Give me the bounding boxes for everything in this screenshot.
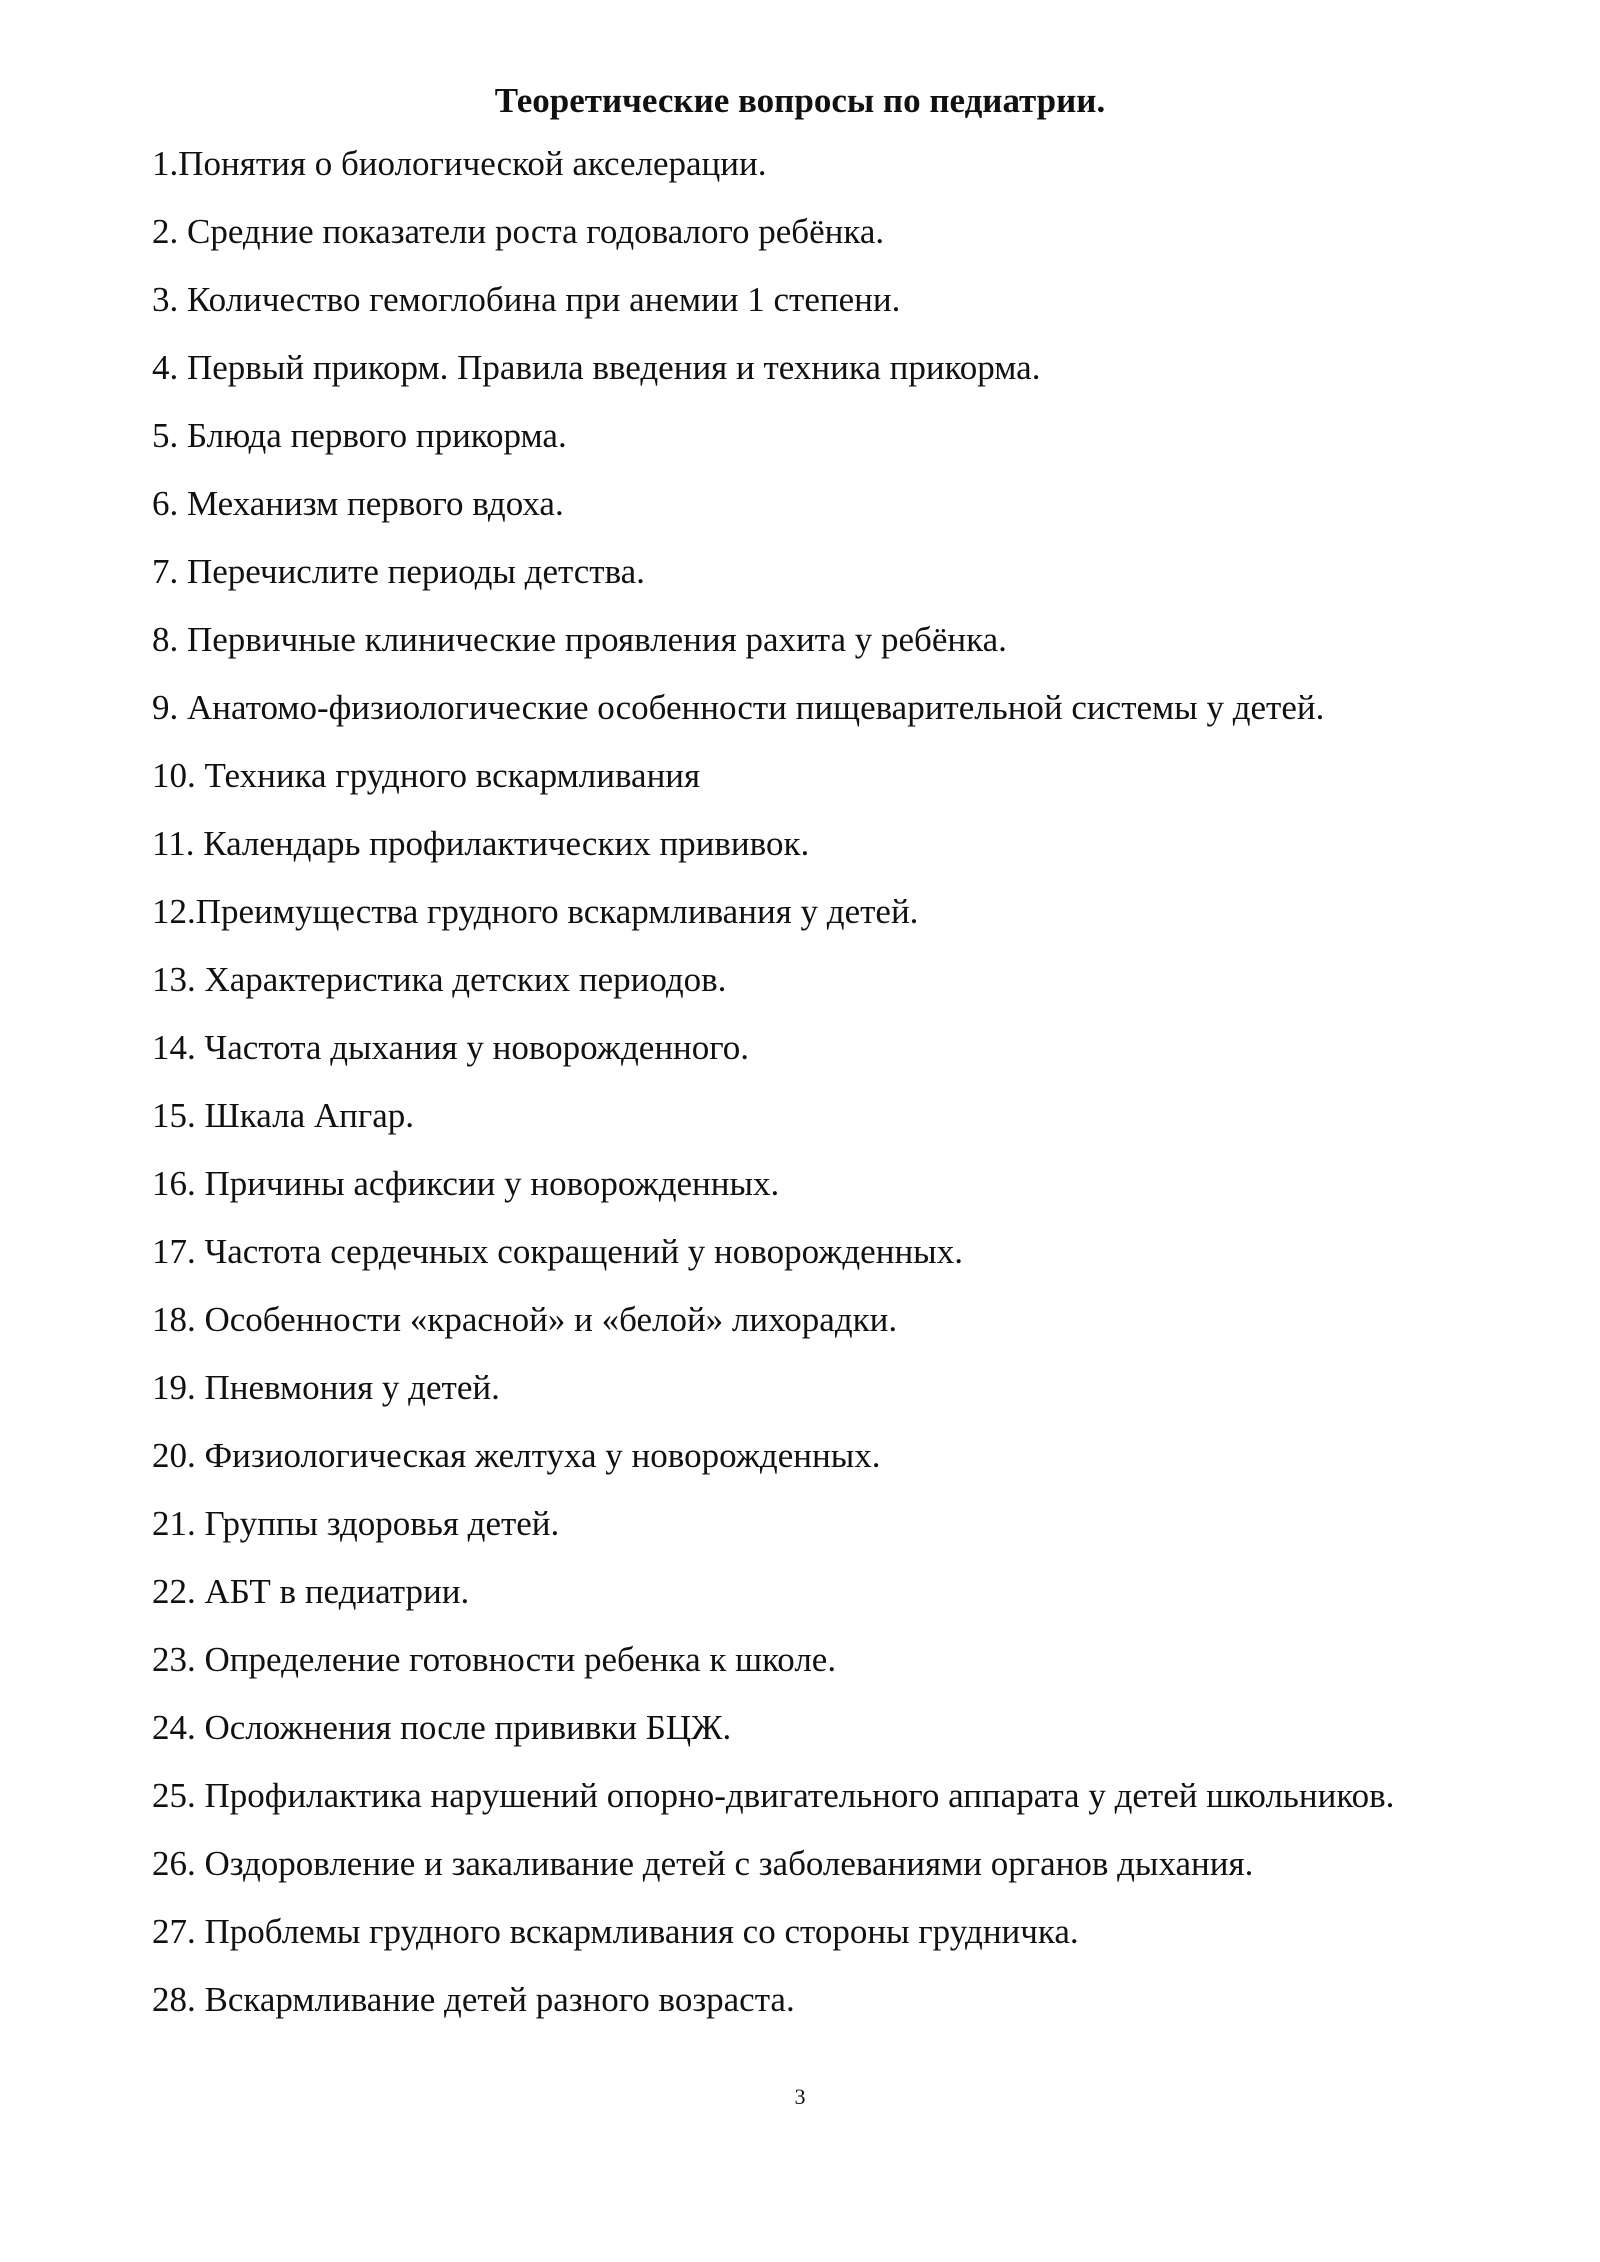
question-item: 1.Понятия о биологической акселерации.	[152, 144, 767, 183]
question-item: 20. Физиологическая желтуха у новорожденных.	[152, 1436, 881, 1475]
question-item: 13. Характеристика детских периодов.	[152, 960, 727, 999]
question-item: 8. Первичные клинические проявления рахита у ребёнка.	[152, 620, 1007, 659]
question-item: 7. Перечислите периоды детства.	[152, 552, 645, 591]
question-item: 28. Вскармливание детей разного возраста.	[152, 1980, 795, 2019]
question-item: 19. Пневмония у детей.	[152, 1368, 500, 1407]
page-title: Теоретические вопросы по педиатрии.	[494, 81, 1106, 120]
question-item: 24. Осложнения после прививки БЦЖ.	[152, 1708, 732, 1747]
question-item: 6. Механизм первого вдоха.	[152, 484, 564, 523]
question-item: 23. Определение готовности ребенка к школе.	[152, 1640, 837, 1679]
page-number: 3	[794, 2084, 806, 2109]
question-item: 5. Блюда первого прикорма.	[152, 416, 567, 455]
question-item: 14. Частота дыхания у новорожденного.	[152, 1028, 750, 1067]
question-item: 27. Проблемы грудного вскармливания со стороны грудничка.	[152, 1912, 1079, 1951]
question-item: 12.Преимущества грудного вскармливания у детей.	[152, 892, 919, 931]
question-item: 26. Оздоровление и закаливание детей с заболеваниями органов дыхания.	[152, 1844, 1254, 1883]
question-item: 22. АБТ в педиатрии.	[152, 1572, 470, 1611]
question-item: 3. Количество гемоглобина при анемии 1 степени.	[152, 280, 901, 319]
question-item: 11. Календарь профилактических прививок.	[152, 824, 810, 863]
question-item: 15. Шкала Апгар.	[152, 1096, 415, 1135]
question-item: 21. Группы здоровья детей.	[152, 1504, 560, 1543]
question-item: 10. Техника грудного вскармливания	[152, 756, 701, 795]
question-item: 4. Первый прикорм. Правила введения и техника прикорма.	[152, 348, 1041, 387]
question-item: 2. Средние показатели роста годовалого ребёнка.	[152, 212, 885, 251]
question-item: 9. Анатомо-физиологические особенности пищеварительной системы у детей.	[152, 688, 1325, 727]
question-item: 16. Причины асфиксии у новорожденных.	[152, 1164, 780, 1203]
question-item: 17. Частота сердечных сокращений у новорожденных.	[152, 1232, 963, 1271]
question-list	[152, 140, 1452, 2044]
question-item: 18. Особенности «красной» и «белой» лихорадки.	[152, 1300, 898, 1339]
question-item: 25. Профилактика нарушений опорно-двигательного аппарата у детей школьников.	[152, 1776, 1395, 1815]
